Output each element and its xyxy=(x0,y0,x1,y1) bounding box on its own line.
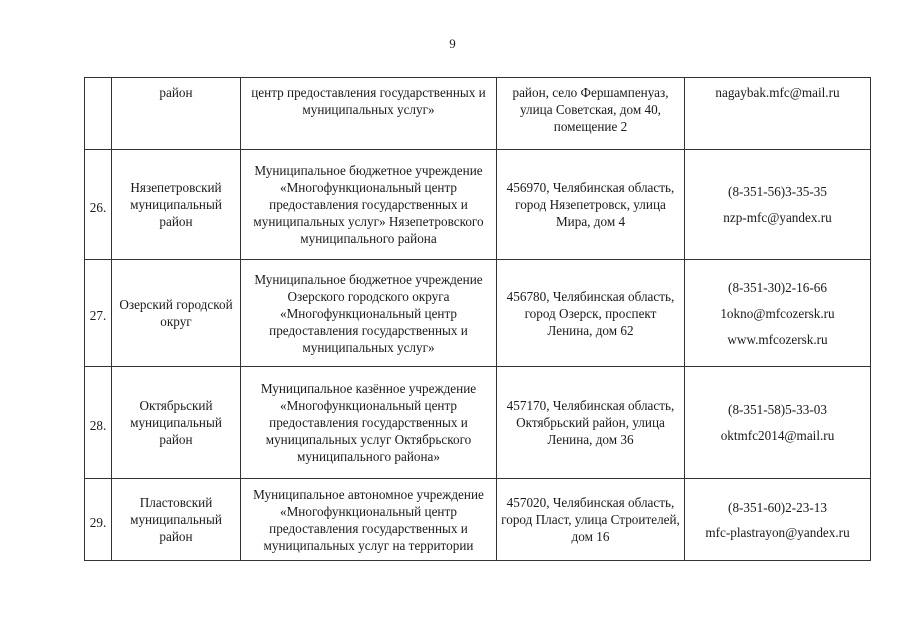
contacts xyxy=(685,367,871,479)
table-row xyxy=(85,367,871,479)
row-number: 29. xyxy=(85,479,112,561)
row-number: 28. xyxy=(85,367,112,479)
district-name: Нязепетровский муниципальный район xyxy=(112,150,241,260)
institution-name: центр предоставления государственных и муниципальных услуг» xyxy=(241,78,497,150)
contacts xyxy=(685,260,871,367)
page-number: 9 xyxy=(449,36,456,51)
table-row xyxy=(85,260,871,367)
row-number: 27. xyxy=(85,260,112,367)
address: 457170, Челябинская область, Октябрьский район, улица Ленина, дом 36 xyxy=(497,367,685,479)
mfc-table xyxy=(84,77,871,561)
address: 457020, Челябинская область, город Пласт, улица Строителей, дом 16 xyxy=(497,479,685,561)
email: nagaybak.mfc@mail.ru xyxy=(715,85,840,100)
address: 456970, Челябинская область, город Нязепетровск, улица Мира, дом 4 xyxy=(497,150,685,260)
contacts xyxy=(685,78,871,150)
institution-name: Муниципальное бюджетное учреждение «Многофункциональный центр предоставления государственных и муниципальных услуг» Нязепетровского муниципального района xyxy=(241,150,497,260)
phone: (8-351-56)3-35-35 xyxy=(728,184,827,199)
email: nzp-mfc@yandex.ru xyxy=(723,210,832,225)
table-row xyxy=(85,479,871,561)
district-name: Пластовский муниципальный район xyxy=(112,479,241,561)
table-row xyxy=(85,78,871,150)
institution-name: Муниципальное бюджетное учреждение Озерского городского округа «Многофункциональный центр предоставления государственных и муниципальных услуг» xyxy=(241,260,497,367)
district-name: Октябрьский муниципальный район xyxy=(112,367,241,479)
institution-name: Муниципальное казённое учреждение «Многофункциональный центр предоставления государственных и муниципальных услуг Октябрьского муниципального района» xyxy=(241,367,497,479)
address: 456780, Челябинская область, город Озерск, проспект Ленина, дом 62 xyxy=(497,260,685,367)
district-name: Озерский городской округ xyxy=(112,260,241,367)
email: mfc-plastrayon@yandex.ru xyxy=(705,524,850,540)
email: 1okno@mfcozersk.ru xyxy=(720,305,835,321)
phone: (8-351-58)5-33-03 xyxy=(728,402,827,417)
row-number: 26. xyxy=(85,150,112,260)
contacts xyxy=(685,479,871,561)
table-row xyxy=(85,150,871,260)
email: oktmfc2014@mail.ru xyxy=(720,428,835,443)
institution-name: Муниципальное автономное учреждение «Многофункциональный центр предоставления государственных и муниципальных услуг на территории xyxy=(241,479,497,561)
row-number xyxy=(85,78,112,150)
address: район, село Фершампенуаз, улица Советская, дом 40, помещение 2 xyxy=(497,78,685,150)
district-name: район xyxy=(112,78,241,150)
website: www.mfcozersk.ru xyxy=(727,331,828,347)
phone: (8-351-60)2-23-13 xyxy=(728,499,827,515)
contacts xyxy=(685,150,871,260)
phone: (8-351-30)2-16-66 xyxy=(728,279,827,295)
